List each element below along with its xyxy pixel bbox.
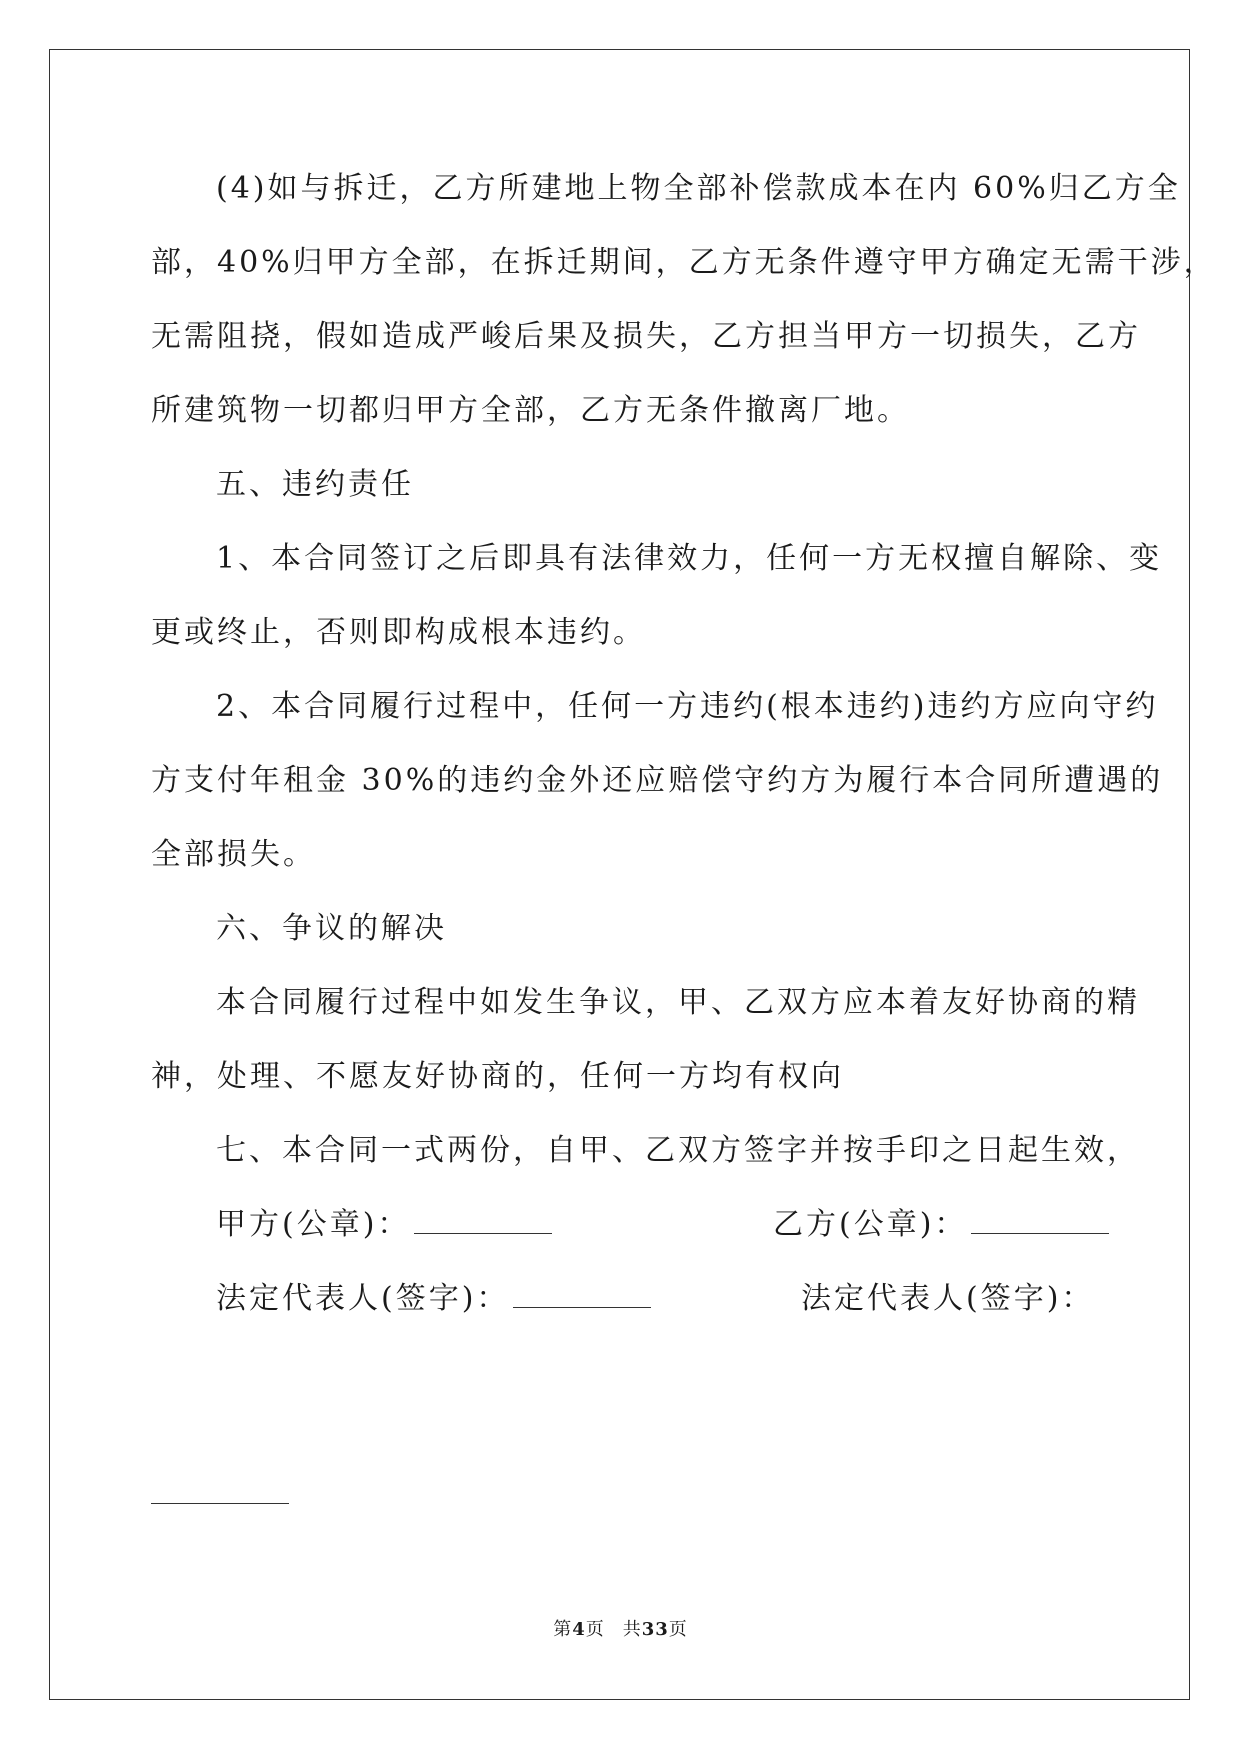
- section-heading-breach: 五、违约责任: [216, 467, 414, 502]
- clause-1-line-2: 更或终止，否则即构成根本违约。: [151, 615, 646, 650]
- party-a-seal-row: [216, 1207, 552, 1242]
- footer-total-prefix: 共: [622, 1619, 642, 1640]
- clause-2-line-2: 方支付年租金 30%的违约金外还应赔偿守约方为履行本合同所遭遇的: [151, 763, 1164, 798]
- paragraph-4-line-4: 所建筑物一切都归甲方全部，乙方无条件撤离厂地。: [151, 393, 910, 428]
- party-a-rep-blank: [513, 1285, 651, 1308]
- paragraph-4-line-3: 无需阻挠，假如造成严峻后果及损失，乙方担当甲方一切损失，乙方: [151, 319, 1141, 354]
- party-a-rep-row: [216, 1281, 651, 1316]
- party-b-seal-row: [773, 1207, 1109, 1242]
- clause-1-line-1: 1、本合同签订之后即具有法律效力，任何一方无权擅自解除、变: [216, 541, 1163, 576]
- dispute-line-1: 本合同履行过程中如发生争议，甲、乙双方应本着友好协商的精: [216, 985, 1140, 1020]
- party-b-rep-label: 法定代表人(签字)：: [801, 1281, 1095, 1316]
- page-footer: [0, 1615, 1241, 1641]
- footer-page-prefix: 第: [553, 1619, 573, 1640]
- clause-2-line-1: 2、本合同履行过程中，任何一方违约(根本违约)违约方应向守约: [216, 689, 1159, 724]
- party-a-seal-label: 甲方(公章)：: [216, 1207, 411, 1242]
- paragraph-4-line-1: (4)如与拆迁，乙方所建地上物全部补偿款成本在内 60%归乙方全: [216, 171, 1181, 206]
- section-seven-line: 七、本合同一式两份，自甲、乙双方签字并按手印之日起生效，: [216, 1133, 1140, 1168]
- section-heading-dispute: 六、争议的解决: [216, 911, 447, 946]
- clause-2-line-3: 全部损失。: [151, 837, 316, 872]
- page-border: [49, 49, 1190, 1700]
- party-b-rep-blank: [151, 1503, 289, 1504]
- party-b-seal-blank: [971, 1211, 1109, 1234]
- party-a-rep-label: 法定代表人(签字)：: [216, 1281, 510, 1316]
- footer-page-number: 4: [572, 1619, 586, 1640]
- footer-total-suffix: 页: [668, 1619, 688, 1640]
- footer-page-suffix: 页: [585, 1619, 605, 1640]
- dispute-line-2: 神，处理、不愿友好协商的，任何一方均有权向: [151, 1059, 844, 1094]
- paragraph-4-line-2: 部，40%归甲方全部，在拆迁期间，乙方无条件遵守甲方确定无需干涉，: [151, 245, 1217, 280]
- party-b-seal-label: 乙方(公章)：: [773, 1207, 968, 1242]
- party-a-seal-blank: [414, 1211, 552, 1234]
- footer-total-pages: 33: [641, 1619, 669, 1640]
- party-b-rep-row: [801, 1281, 1095, 1316]
